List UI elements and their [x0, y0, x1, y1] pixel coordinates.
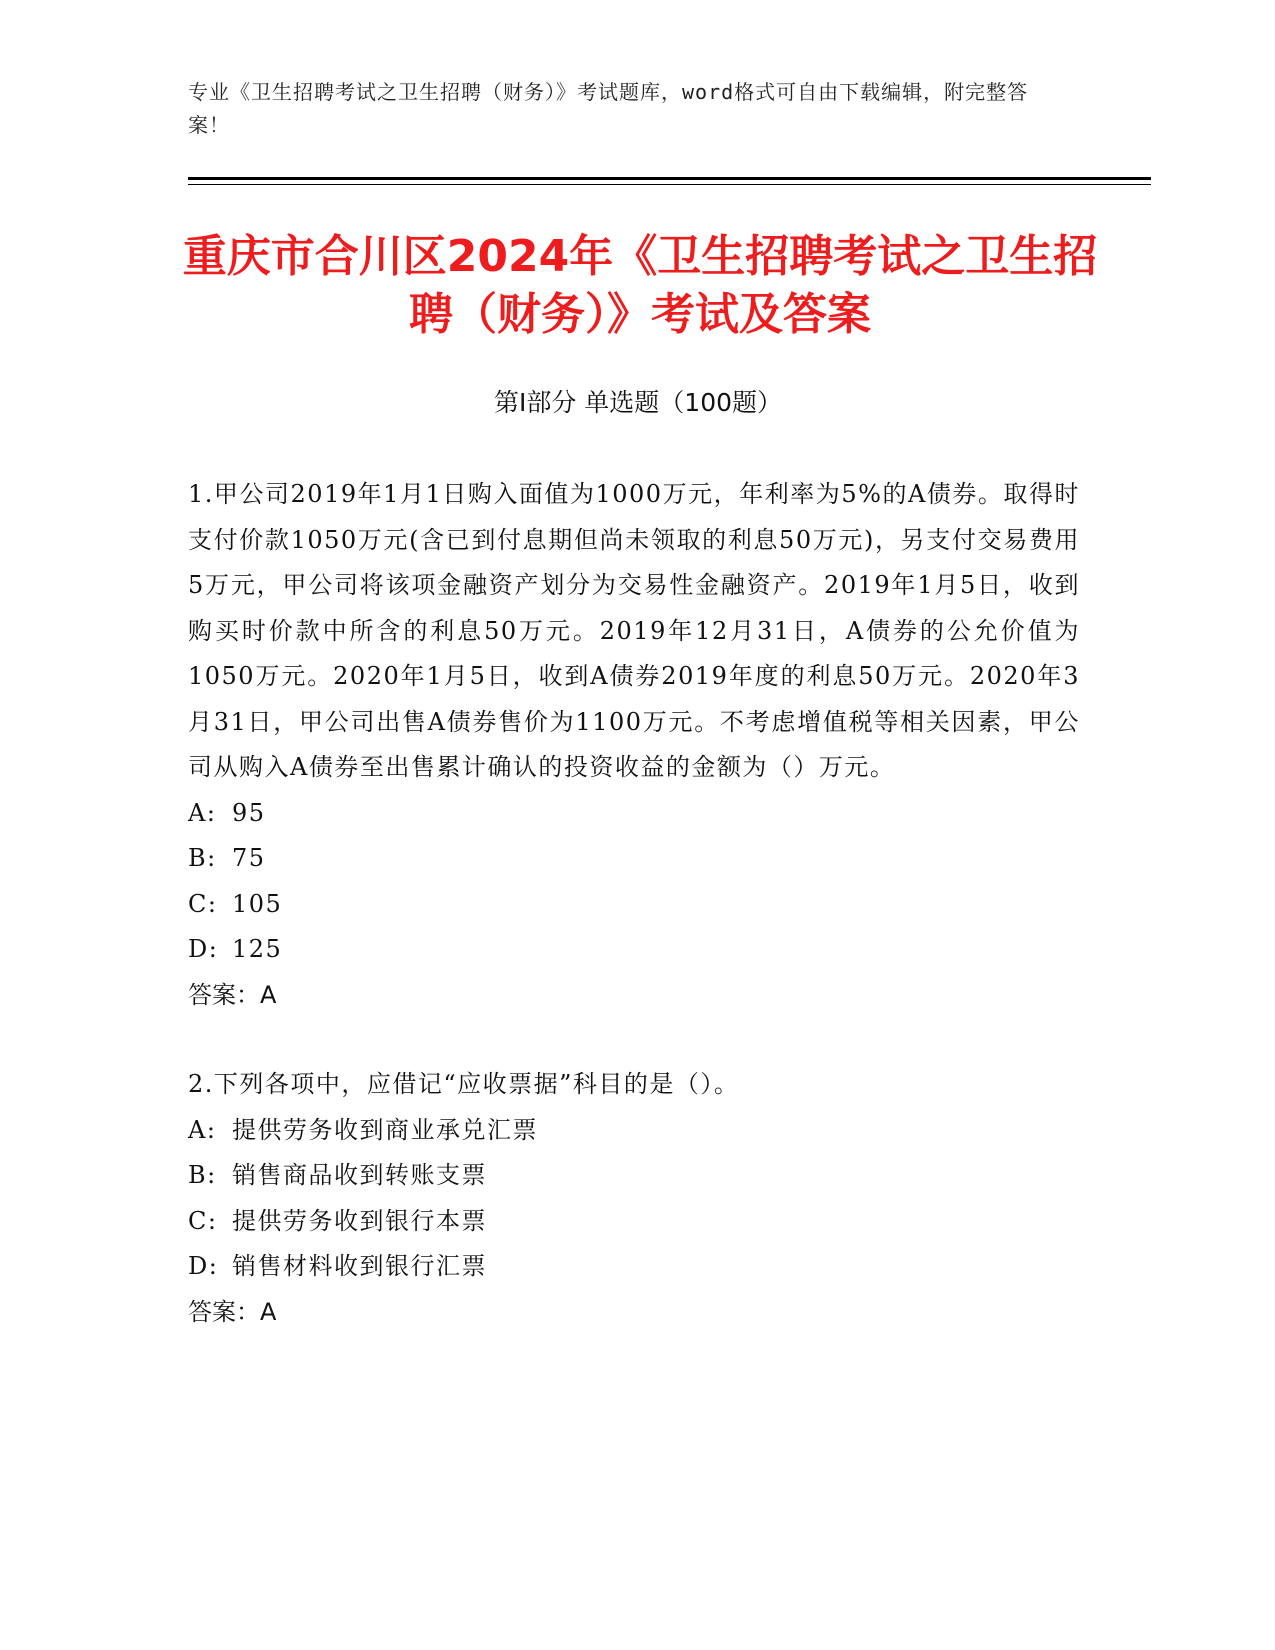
option-text: 提供劳务收到银行本票: [232, 1206, 487, 1235]
question-1: [188, 472, 1080, 1018]
option-key: D:: [188, 935, 219, 963]
question-spacer: [188, 1018, 1080, 1062]
option-key: B:: [188, 844, 217, 872]
option-a: [188, 1108, 1080, 1154]
header-note: 专业《卫生招聘考试之卫生招聘（财务）》考试题库，word格式可自由下载编辑，附完整答案！: [188, 80, 1029, 137]
section-title: 第Ⅰ部分 单选题（100题）: [493, 388, 783, 417]
option-text: 75: [232, 844, 266, 872]
option-d: [188, 1244, 1080, 1290]
option-text: 95: [232, 798, 266, 827]
header-divider-thick: [188, 177, 1151, 180]
question-stem: 2.下列各项中，应借记“应收票据”科目的是（）。: [188, 1070, 740, 1098]
question-stem: 1.甲公司2019年1月1日购入面值为1000万元，年利率为5%的A债券。取得时支付价款1050万元(含已到付息期但尚未领取的利息50万元)，另支付交易费用5万元，甲公司将该项金融资产划分为交易性金融资产。2019年1月5日，收到购买时价款中所含的利息50万元。2019年12月31日，A债券的公允价值为1050万元。2020年1月5日，收到A债券2019年度的利息50万元。2020年3月31日，甲公司出售A债券售价为1100万元。不考虑增值税等相关因素，甲公司从购入A债券至出售累计确认的投资收益的金额为（）万元。: [188, 480, 1080, 781]
option-c: [188, 882, 1080, 928]
option-b: [188, 1153, 1080, 1199]
option-text: 105: [232, 889, 283, 918]
option-key: C:: [188, 889, 218, 918]
option-key: A:: [188, 798, 217, 827]
option-text: 提供劳务收到商业承兑汇票: [232, 1115, 538, 1144]
answer-line: 答案：A: [188, 1297, 277, 1326]
option-a: [188, 791, 1080, 837]
option-key: A:: [188, 1115, 217, 1144]
option-text: 销售材料收到银行汇票: [232, 1252, 487, 1280]
option-text: 销售商品收到转账支票: [232, 1161, 487, 1189]
option-key: C:: [188, 1206, 218, 1235]
option-text: 125: [232, 935, 283, 963]
document-title: 重庆市合川区2024年《卫生招聘考试之卫生招聘（财务）》考试及答案: [182, 231, 1098, 340]
option-b: [188, 836, 1080, 882]
option-c: [188, 1199, 1080, 1245]
option-key: D:: [188, 1252, 219, 1280]
option-key: B:: [188, 1161, 217, 1189]
question-2: [188, 1062, 1080, 1335]
question-list: [188, 472, 1080, 1335]
option-d: [188, 927, 1080, 973]
header-divider-thin: [188, 184, 1151, 185]
answer-line: 答案：A: [188, 980, 277, 1009]
